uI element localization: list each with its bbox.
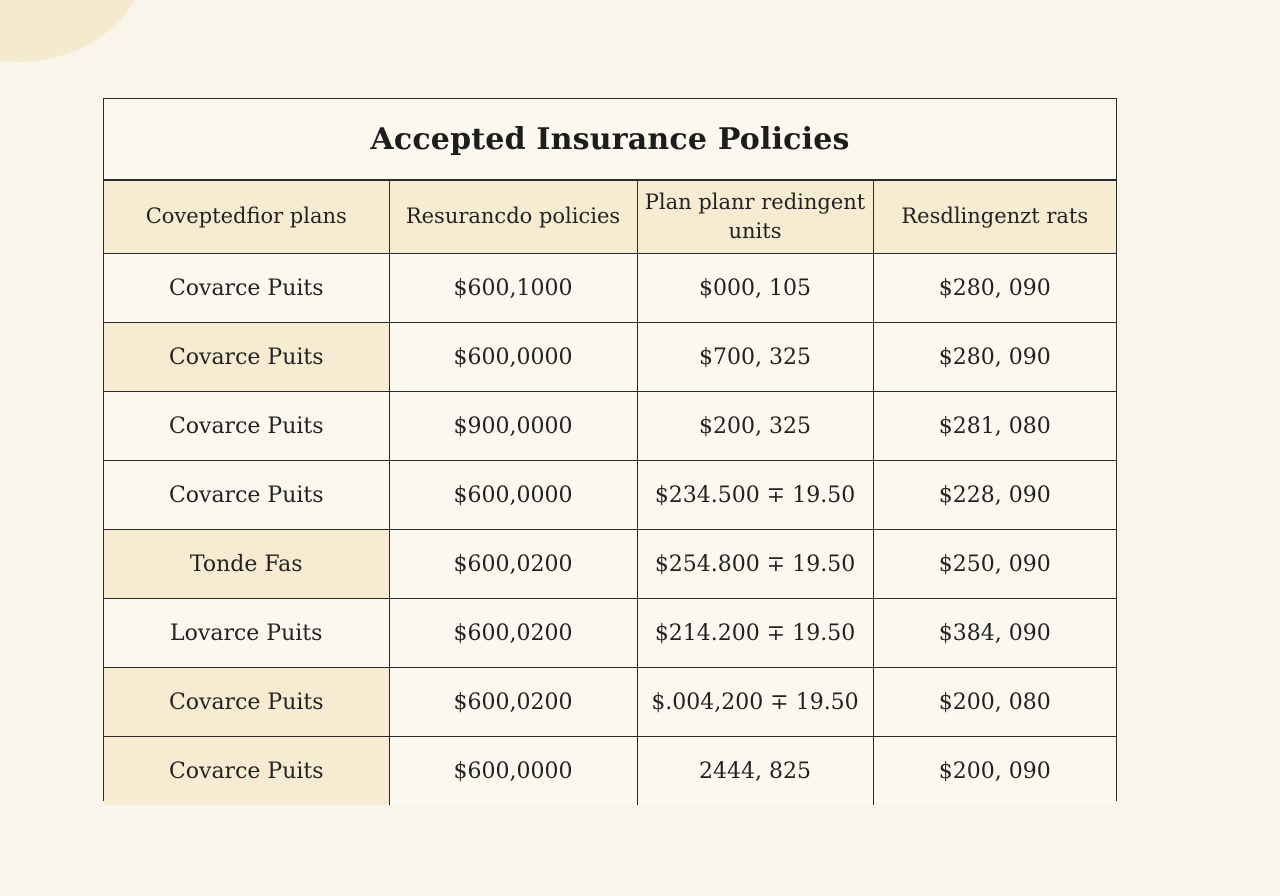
plan-units-cell: $254.800 ∓ 19.50 (637, 530, 873, 599)
plan-name-cell: Lovarce Puits (104, 599, 389, 668)
plan-units-cell: $.004,200 ∓ 19.50 (637, 668, 873, 737)
rate-cell: $200, 090 (873, 737, 1116, 806)
rate-cell: $228, 090 (873, 461, 1116, 530)
table-row (104, 254, 1116, 323)
policy-amount-cell: $600,0000 (389, 323, 637, 392)
table-row (104, 461, 1116, 530)
plan-name-cell: Covarce Puits (104, 323, 389, 392)
policy-amount-cell: $600,1000 (389, 254, 637, 323)
column-header: Resurancdo policies (389, 181, 637, 254)
column-header: Plan planr redingent units (637, 181, 873, 254)
policy-amount-cell: $600,0200 (389, 599, 637, 668)
table-row (104, 323, 1116, 392)
policies-table-panel (103, 98, 1117, 801)
rate-cell: $384, 090 (873, 599, 1116, 668)
plan-units-cell: 2444, 825 (637, 737, 873, 806)
table-title: Accepted Insurance Policies (104, 99, 1116, 181)
plan-name-cell: Covarce Puits (104, 254, 389, 323)
table-row (104, 668, 1116, 737)
policies-table (104, 181, 1116, 805)
plan-name-cell: Covarce Puits (104, 461, 389, 530)
decorative-corner-circle (0, 0, 150, 62)
plan-name-cell: Covarce Puits (104, 392, 389, 461)
table-row (104, 530, 1116, 599)
plan-units-cell: $700, 325 (637, 323, 873, 392)
policy-amount-cell: $600,0000 (389, 737, 637, 806)
rate-cell: $280, 090 (873, 254, 1116, 323)
table-row (104, 599, 1116, 668)
plan-name-cell: Covarce Puits (104, 668, 389, 737)
table-header-row (104, 181, 1116, 254)
rate-cell: $280, 090 (873, 323, 1116, 392)
rate-cell: $250, 090 (873, 530, 1116, 599)
rate-cell: $200, 080 (873, 668, 1116, 737)
rate-cell: $281, 080 (873, 392, 1116, 461)
policy-amount-cell: $600,0200 (389, 668, 637, 737)
plan-name-cell: Covarce Puits (104, 737, 389, 806)
column-header: Resdlingenzt rats (873, 181, 1116, 254)
plan-units-cell: $000, 105 (637, 254, 873, 323)
plan-name-cell: Tonde Fas (104, 530, 389, 599)
policy-amount-cell: $600,0000 (389, 461, 637, 530)
policy-amount-cell: $600,0200 (389, 530, 637, 599)
plan-units-cell: $234.500 ∓ 19.50 (637, 461, 873, 530)
column-header: Coveptedfior plans (104, 181, 389, 254)
table-row (104, 737, 1116, 806)
plan-units-cell: $200, 325 (637, 392, 873, 461)
policy-amount-cell: $900,0000 (389, 392, 637, 461)
table-row (104, 392, 1116, 461)
plan-units-cell: $214.200 ∓ 19.50 (637, 599, 873, 668)
